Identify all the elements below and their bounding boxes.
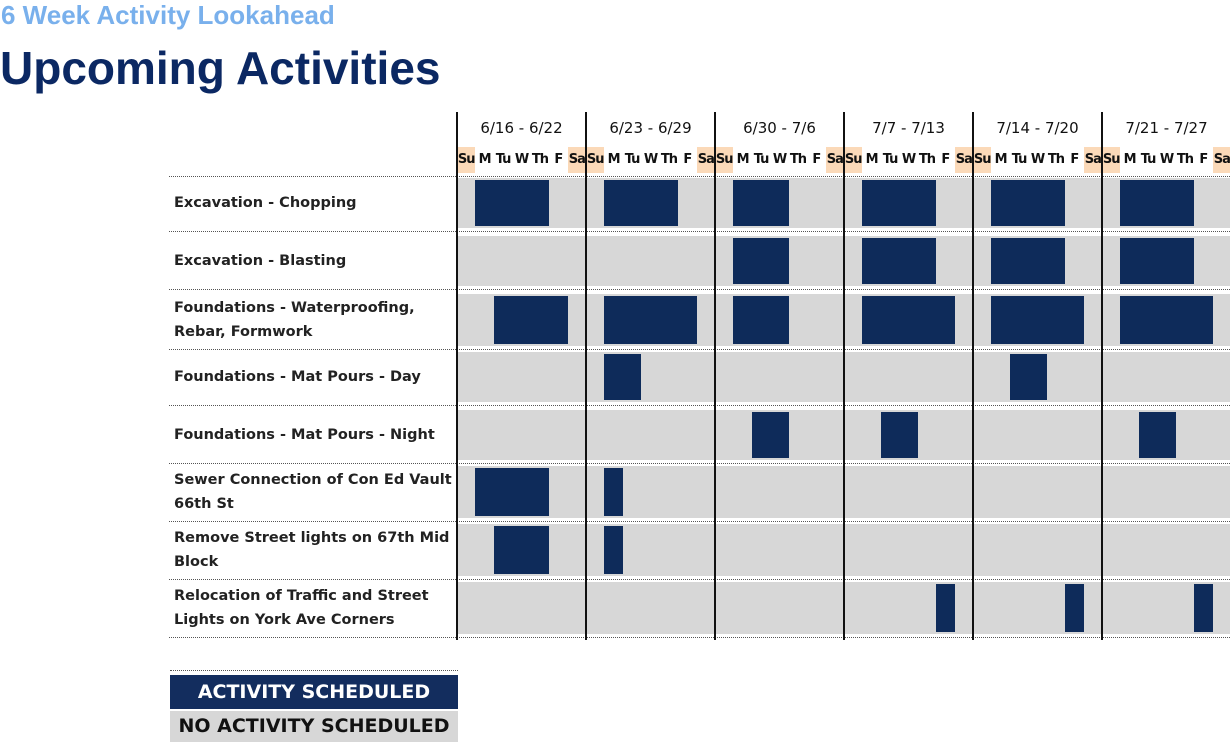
activity-label: Remove Street lights on 67th Mid Block bbox=[174, 530, 450, 570]
scheduled-bar bbox=[475, 180, 549, 226]
day-label: Th bbox=[531, 152, 548, 167]
day-label: Su bbox=[715, 147, 733, 173]
activity-label: Foundations - Mat Pours - Day bbox=[174, 369, 421, 385]
day-label: M bbox=[994, 152, 1007, 167]
scheduled-bar bbox=[1194, 584, 1212, 632]
scheduled-bar bbox=[604, 180, 678, 226]
page-title: Upcoming Activities bbox=[0, 42, 441, 94]
day-label: Su bbox=[457, 147, 475, 173]
day-label: Th bbox=[1176, 152, 1193, 167]
scheduled-bar bbox=[604, 526, 622, 574]
scheduled-bar bbox=[862, 180, 936, 226]
row-divider bbox=[169, 231, 1230, 232]
page-subtitle: 6 Week Activity Lookahead bbox=[1, 0, 335, 30]
day-label: F bbox=[1070, 152, 1079, 167]
activity-label: Relocation of Traffic and Street Lights on York Ave Corners bbox=[174, 588, 429, 628]
day-label: Th bbox=[918, 152, 935, 167]
scheduled-bar bbox=[733, 238, 788, 284]
activity-label: Foundations - Mat Pours - Night bbox=[174, 427, 435, 443]
day-label: Tu bbox=[1011, 152, 1027, 167]
week-separator bbox=[1101, 112, 1103, 640]
scheduled-bar bbox=[752, 412, 789, 458]
scheduled-bar bbox=[1120, 180, 1194, 226]
day-label: W bbox=[1159, 152, 1174, 167]
day-label: F bbox=[941, 152, 950, 167]
row-divider bbox=[169, 289, 1230, 290]
legend-divider bbox=[170, 670, 458, 671]
row-divider bbox=[169, 579, 1230, 580]
week-separator bbox=[972, 112, 974, 640]
day-label: F bbox=[683, 152, 692, 167]
day-label: W bbox=[901, 152, 916, 167]
scheduled-bar bbox=[494, 526, 549, 574]
scheduled-bar bbox=[604, 296, 696, 344]
activity-label: Excavation - Blasting bbox=[174, 253, 347, 269]
scheduled-bar bbox=[604, 354, 641, 400]
day-label: Th bbox=[1047, 152, 1064, 167]
scheduled-bar bbox=[991, 180, 1065, 226]
day-label: Su bbox=[1102, 147, 1120, 173]
scheduled-bar bbox=[936, 584, 954, 632]
week-separator bbox=[456, 112, 458, 640]
legend-activity-scheduled: ACTIVITY SCHEDULED bbox=[170, 675, 458, 709]
week-label: 7/7 - 7/13 bbox=[872, 119, 945, 137]
activity-label: Foundations - Waterproofing, Rebar, Formwork bbox=[174, 300, 415, 340]
day-label: Su bbox=[844, 147, 862, 173]
day-label: Tu bbox=[624, 152, 640, 167]
scheduled-bar bbox=[733, 296, 788, 344]
day-label: Su bbox=[973, 147, 991, 173]
week-separator bbox=[714, 112, 716, 640]
week-separator bbox=[843, 112, 845, 640]
scheduled-bar bbox=[991, 238, 1065, 284]
day-label: Su bbox=[586, 147, 604, 173]
day-label: Sa bbox=[1084, 147, 1102, 173]
day-label: W bbox=[772, 152, 787, 167]
activity-label: Sewer Connection of Con Ed Vault 66th St bbox=[174, 472, 452, 512]
week-separator bbox=[585, 112, 587, 640]
scheduled-bar bbox=[1139, 412, 1176, 458]
legend-no-activity-scheduled: NO ACTIVITY SCHEDULED bbox=[170, 711, 458, 742]
day-label: F bbox=[554, 152, 563, 167]
day-label: W bbox=[1030, 152, 1045, 167]
day-label: M bbox=[607, 152, 620, 167]
scheduled-bar bbox=[881, 412, 918, 458]
row-divider bbox=[169, 463, 1230, 464]
week-label: 6/16 - 6/22 bbox=[480, 119, 563, 137]
week-label: 7/21 - 7/27 bbox=[1125, 119, 1208, 137]
row-divider bbox=[169, 349, 1230, 350]
day-label: Sa bbox=[955, 147, 973, 173]
row-divider bbox=[169, 405, 1230, 406]
scheduled-bar bbox=[1120, 296, 1212, 344]
row-divider bbox=[169, 637, 1230, 638]
activity-label: Excavation - Chopping bbox=[174, 195, 357, 211]
scheduled-bar bbox=[1065, 584, 1083, 632]
scheduled-bar bbox=[475, 468, 549, 516]
day-label: M bbox=[865, 152, 878, 167]
day-label: Sa bbox=[697, 147, 715, 173]
week-label: 6/23 - 6/29 bbox=[609, 119, 692, 137]
header-divider bbox=[169, 176, 1230, 177]
day-label: F bbox=[812, 152, 821, 167]
day-label: Th bbox=[660, 152, 677, 167]
day-label: Tu bbox=[753, 152, 769, 167]
row-divider bbox=[169, 521, 1230, 522]
day-label: Th bbox=[789, 152, 806, 167]
day-label: Tu bbox=[495, 152, 511, 167]
day-label: Sa bbox=[568, 147, 586, 173]
day-label: Tu bbox=[882, 152, 898, 167]
week-label: 6/30 - 7/6 bbox=[743, 119, 816, 137]
day-label: M bbox=[1123, 152, 1136, 167]
day-label: Sa bbox=[826, 147, 844, 173]
scheduled-bar bbox=[862, 296, 954, 344]
scheduled-bar bbox=[1010, 354, 1047, 400]
scheduled-bar bbox=[494, 296, 568, 344]
scheduled-bar bbox=[1120, 238, 1194, 284]
day-label: Tu bbox=[1140, 152, 1156, 167]
scheduled-bar bbox=[733, 180, 788, 226]
day-label: M bbox=[736, 152, 749, 167]
day-label: M bbox=[478, 152, 491, 167]
scheduled-bar bbox=[604, 468, 622, 516]
day-label: F bbox=[1199, 152, 1208, 167]
week-label: 7/14 - 7/20 bbox=[996, 119, 1079, 137]
scheduled-bar bbox=[862, 238, 936, 284]
day-label: Sa bbox=[1213, 147, 1230, 173]
schedule-grid bbox=[169, 110, 1230, 644]
day-label: W bbox=[514, 152, 529, 167]
day-label: W bbox=[643, 152, 658, 167]
scheduled-bar bbox=[991, 296, 1083, 344]
